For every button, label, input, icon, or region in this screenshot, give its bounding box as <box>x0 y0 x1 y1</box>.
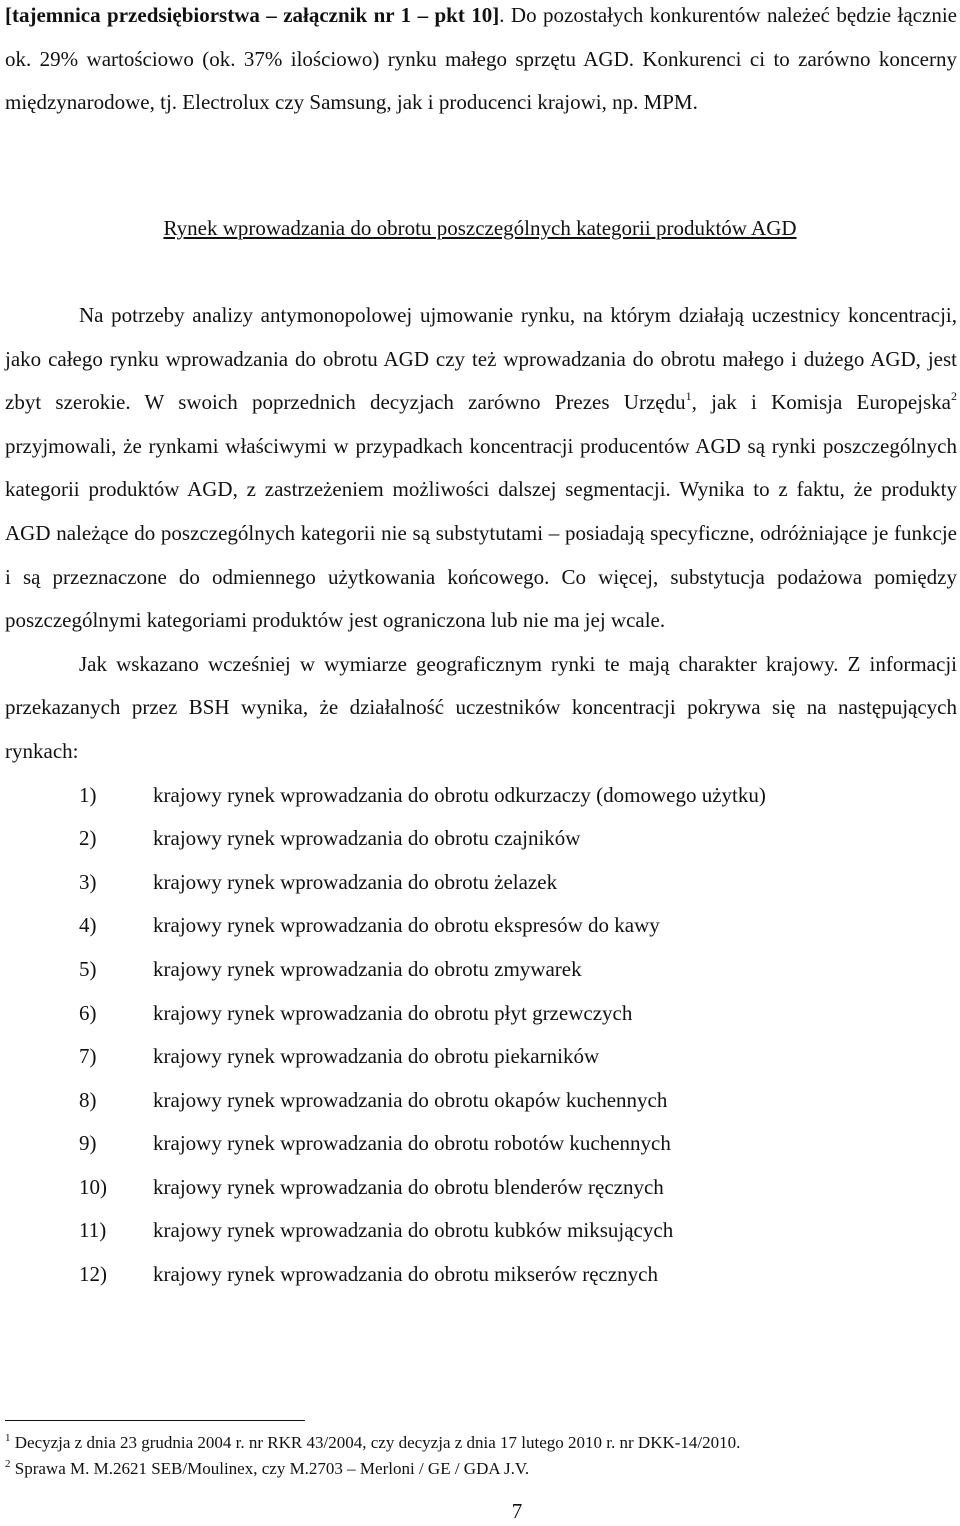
intro-text: . Do pozostałych konkurentów należeć będzie łącznie ok. 29% wartościowo (ok. 37% ilościowo) rynku małego sprzętu AGD. Konkurenci ci to zarówno koncerny międzynarodowe, tj. Electrolux czy Samsung, jak i producenci krajowi, np. MPM. <box>5 3 957 114</box>
analysis-paragraph <box>5 294 957 643</box>
section-heading: Rynek wprowadzania do obrotu poszczególnych kategorii produktów AGD <box>163 216 797 240</box>
list-item-number: 11) <box>79 1218 107 1243</box>
list-item <box>5 1122 957 1166</box>
footnote-text: Decyzja z dnia 23 grudnia 2004 r. nr RKR 43/2004, czy decyzja z dnia 17 lutego 2010 r. nr DKK-14/2010. <box>10 1433 741 1452</box>
list-item-number: 5) <box>79 956 97 981</box>
markets-list <box>5 774 957 1297</box>
list-item-text: krajowy rynek wprowadzania do obrotu żelazek <box>153 869 558 894</box>
footnote-text: Sprawa M. M.2621 SEB/Moulinex, czy M.2703 – Merloni / GE / GDA J.V. <box>10 1459 530 1478</box>
analysis-text-part2: , jak i Komisja Europejska <box>691 390 952 415</box>
list-item-number: 9) <box>79 1131 97 1156</box>
page-number: 7 <box>511 1499 523 1523</box>
list-item-text: krajowy rynek wprowadzania do obrotu okapów kuchennych <box>153 1087 668 1112</box>
list-item-text: krajowy rynek wprowadzania do obrotu ekspresów do kawy <box>153 913 660 938</box>
list-item-number: 4) <box>79 913 97 938</box>
list-item-number: 8) <box>79 1087 97 1112</box>
list-item <box>5 817 957 861</box>
list-item-text: krajowy rynek wprowadzania do obrotu odkurzaczy (domowego użytku) <box>153 782 766 807</box>
list-item-number: 10) <box>79 1174 107 1199</box>
list-item-number: 2) <box>79 826 97 851</box>
list-item <box>5 992 957 1036</box>
footnote-ref-1: 1 <box>685 389 692 404</box>
footnote-mark: 1 <box>5 1432 11 1444</box>
list-item-number: 1) <box>79 782 97 807</box>
footnote-mark: 2 <box>5 1458 11 1470</box>
footnote-ref-2: 2 <box>951 389 958 404</box>
confidential-marker: [tajemnica przedsiębiorstwa – załącznik nr 1 – pkt 10] <box>5 3 500 27</box>
footnote-separator <box>5 1420 305 1421</box>
list-item <box>5 1166 957 1210</box>
list-item <box>5 861 957 905</box>
list-item-number: 12) <box>79 1262 107 1287</box>
list-item-text: krajowy rynek wprowadzania do obrotu czajników <box>153 826 581 851</box>
footnotes <box>5 1430 957 1482</box>
list-item-text: krajowy rynek wprowadzania do obrotu robotów kuchennych <box>153 1131 671 1156</box>
analysis-text-part1: Na potrzeby analizy antymonopolowej ujmowanie rynku, na którym działają uczestnicy koncentracji, jako całego rynku wprowadzania do obrotu AGD czy też wprowadzania do obrotu małego i dużego AGD, jest zbyt szerokie. W swoich poprzednich decyzjach zarówno Prezes Urzędu <box>5 303 957 415</box>
list-item-text: krajowy rynek wprowadzania do obrotu płyt grzewczych <box>153 1000 633 1025</box>
list-item <box>5 1079 957 1123</box>
list-item-text: krajowy rynek wprowadzania do obrotu piekarników <box>153 1044 600 1069</box>
footnote <box>5 1456 957 1482</box>
list-item-number: 6) <box>79 1000 97 1025</box>
list-item-number: 7) <box>79 1044 97 1069</box>
analysis-text-part3: przyjmowali, że rynkami właściwymi w przypadkach koncentracji producentów AGD są rynki poszczególnych kategorii produktów AGD, z zastrzeżeniem możliwości dalszej segmentacji. Wynika to z faktu, że produkty AGD należące do poszczególnych kategorii nie są substytutami – posiadają specyficzne, odróżniające je funkcje i są przeznaczone do odmiennego użytkowania końcowego. Co więcej, substytucja podażowa pomiędzy poszczególnymi kategoriami produktów jest ograniczona lub nie ma jej wcale. <box>5 433 957 633</box>
list-item-number: 3) <box>79 869 97 894</box>
list-item <box>5 904 957 948</box>
list-item-text: krajowy rynek wprowadzania do obrotu kubków miksujących <box>153 1218 674 1243</box>
list-item <box>5 774 957 818</box>
list-item <box>5 948 957 992</box>
geographic-paragraph: Jak wskazano wcześniej w wymiarze geograficznym rynki te mają charakter krajowy. Z informacji przekazanych przez BSH wynika, że działalność uczestników koncentracji pokrywa się na następujących rynkach: <box>5 651 957 763</box>
footnote <box>5 1430 957 1456</box>
body-text <box>5 294 957 1297</box>
list-item <box>5 1209 957 1253</box>
list-item-text: krajowy rynek wprowadzania do obrotu blenderów ręcznych <box>153 1174 664 1199</box>
list-item <box>5 1035 957 1079</box>
list-item-text: krajowy rynek wprowadzania do obrotu zmywarek <box>153 956 582 981</box>
list-item <box>5 1253 957 1297</box>
list-item-text: krajowy rynek wprowadzania do obrotu mikserów ręcznych <box>153 1262 658 1287</box>
intro-paragraph <box>5 0 957 125</box>
